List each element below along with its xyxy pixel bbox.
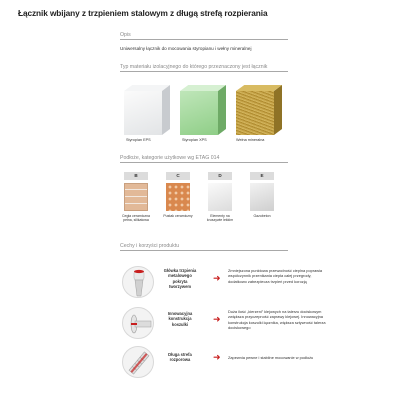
material-label-xps: Styropian XPS	[182, 138, 207, 142]
material-label-eps: Styropian EPS	[126, 138, 151, 142]
category-b-badge: B	[124, 172, 148, 180]
substrate-image-lightweight	[208, 183, 232, 211]
material-label-mineral-wool: Wełna mineralna	[236, 138, 265, 142]
substrate-image-solid-brick	[124, 183, 148, 211]
features-heading: Cechy i korzyści produktu	[120, 243, 288, 251]
substrate-label-solid-brick: Cegła ceramiczna pełna, silikatowa	[121, 214, 150, 223]
description-heading: Opis	[120, 32, 288, 40]
feature-image-coated-head	[122, 266, 154, 298]
feature-text-coated-head: Zmniejszona punktowa przewodność cieplna poprawia współczynnik przenikania ciepła całej przegrody, dodatkowo zabezpiecza trzpień przed korozją	[228, 268, 323, 284]
material-image-mineral-wool	[236, 85, 282, 135]
page-title: Łącznik wbijany z trzpieniem stalowym z długą strefą rozpierania	[18, 8, 268, 18]
material-image-xps	[180, 85, 226, 135]
substrate-label-hollow-brick: Pustak ceramiczny	[163, 214, 193, 218]
feature-arrow-icon: ➜	[213, 314, 221, 324]
feature-arrow-icon: ➜	[213, 273, 221, 283]
substrate-image-hollow-brick	[166, 183, 190, 211]
feature-text-expansion-zone: Zapewnia pewne i stabilne mocowanie w podłożu	[228, 355, 314, 360]
material-image-eps	[124, 85, 170, 135]
substrate-image-aerated-concrete	[250, 183, 274, 211]
category-c-badge: C	[166, 172, 190, 180]
description-text: Uniwersalny łącznik do mocowania styropianu i wełny mineralnej	[120, 46, 252, 51]
substrate-label-lightweight: Elementy na kruszywie lekkim	[206, 214, 234, 223]
feature-title-sleeve: Innowacyjna konstrukcja koszulki	[167, 311, 193, 327]
feature-title-expansion-zone: Długa strefa rozporowa	[168, 352, 192, 363]
feature-image-expansion-zone	[122, 346, 154, 378]
category-e-badge: E	[250, 172, 274, 180]
category-d-badge: D	[208, 172, 232, 180]
materials-heading: Typ materiału izolacyjnego do którego przeznaczony jest łącznik	[120, 64, 288, 72]
feature-image-sleeve	[122, 307, 154, 339]
feature-text-sleeve: Duża ilość „kierzeni” klejowych na talerzu dociskowym zwiększa przyczepność zaprawy klejowej. Innowacyjna konstrukcja koszulki łącznika, większa sztywność talerza dociskowego	[228, 309, 326, 331]
feature-arrow-icon: ➜	[213, 352, 221, 362]
substrates-heading: Podłoże, kategorie użytkowe wg ETAG 014	[120, 155, 288, 163]
feature-title-coated-head: Główka trzpienia metalowego pokryta tworzywem	[163, 268, 197, 290]
substrate-label-aerated-concrete: Gazobeton	[253, 214, 271, 218]
